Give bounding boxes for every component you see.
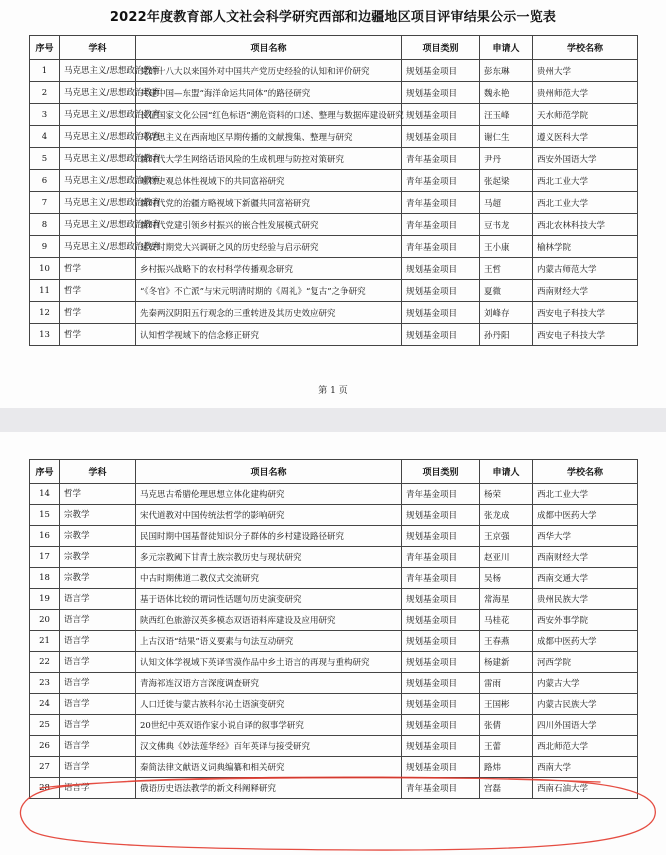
cell-school: 西安电子科技大学 [533,324,638,346]
cell-subject: 宗教学 [60,547,136,568]
cell-subject: 哲学 [60,324,136,346]
cell-category: 青年基金项目 [402,236,480,258]
cell-school: 成都中医药大学 [533,631,638,652]
cell-project-title: 延安时期党大兴调研之风的历史经验与启示研究 [136,236,402,258]
cell-index: 15 [30,505,60,526]
cell-project-title: 先秦两汉阴阳五行观念的三重转进及其历史效应研究 [136,302,402,324]
table-row [30,236,638,258]
cell-applicant: 常海星 [480,589,533,610]
cell-subject: 宗教学 [60,526,136,547]
cell-index: 22 [30,652,60,673]
cell-school: 西北工业大学 [533,192,638,214]
cell-subject: 语言学 [60,673,136,694]
cell-applicant: 尹丹 [480,148,533,170]
cell-school: 西北师范大学 [533,736,638,757]
cell-subject: 马克思主义/思想政治教育 [60,214,136,236]
document-title: 2022年度教育部人文社会科学研究西部和边疆地区项目评审结果公示一览表 [109,10,557,25]
table-row [30,258,638,280]
cell-category: 规划基金项目 [402,104,480,126]
cell-school: 西安外事学院 [533,610,638,631]
cell-index: 5 [30,148,60,170]
table-row [30,148,638,170]
cell-category: 规划基金项目 [402,652,480,673]
cell-school: 西安电子科技大学 [533,302,638,324]
cell-category: 青年基金项目 [402,170,480,192]
cell-applicant: 王小康 [480,236,533,258]
header-school: 学校名称 [533,36,638,60]
cell-category: 规划基金项目 [402,324,480,346]
header-category: 项目类别 [402,460,480,484]
table-row [30,104,638,126]
results-table-page-2 [29,459,638,799]
table-row [30,302,638,324]
cell-category: 规划基金项目 [402,526,480,547]
cell-applicant: 张倩 [480,715,533,736]
cell-subject: 马克思主义/思想政治教育 [60,82,136,104]
cell-project-title: 上古汉语“结果”语义要素与句法互动研究 [136,631,402,652]
table-header-row [30,36,638,60]
header-subject: 学科 [60,460,136,484]
header-applicant: 申请人 [480,36,533,60]
cell-school: 天水师范学院 [533,104,638,126]
cell-applicant: 王蕾 [480,736,533,757]
cell-school: 西南交通大学 [533,568,638,589]
cell-project-title: 党的十八大以来国外对中国共产党历史经验的认知和评价研究 [136,60,402,82]
cell-applicant: 彭东琳 [480,60,533,82]
cell-school: 榆林学院 [533,236,638,258]
cell-category: 规划基金项目 [402,280,480,302]
cell-index: 14 [30,484,60,505]
table-row [30,757,638,778]
cell-project-title: 马克思古希腊伦理思想立体化建构研究 [136,484,402,505]
cell-project-title: 宋代道教对中国传统法哲学的影响研究 [136,505,402,526]
table-row [30,126,638,148]
cell-subject: 马克思主义/思想政治教育 [60,60,136,82]
table-row [30,652,638,673]
cell-applicant: 马超 [480,192,533,214]
cell-index: 28 [30,778,60,799]
cell-subject: 语言学 [60,736,136,757]
cell-subject: 马克思主义/思想政治教育 [60,104,136,126]
cell-school: 贵州师范大学 [533,82,638,104]
header-index: 序号 [30,460,60,484]
cell-applicant: 马桂花 [480,610,533,631]
cell-index: 6 [30,170,60,192]
cell-project-title: 唯物史观总体性视域下的共同富裕研究 [136,170,402,192]
cell-applicant: 杨建新 [480,652,533,673]
cell-applicant: 谢仁生 [480,126,533,148]
cell-applicant: 王哲 [480,258,533,280]
cell-project-title: 新时代大学生网络话语风险的生成机理与防控对策研究 [136,148,402,170]
table-row [30,778,638,799]
table-header-row [30,460,638,484]
cell-index: 11 [30,280,60,302]
cell-subject: 哲学 [60,280,136,302]
cell-applicant: 路炜 [480,757,533,778]
cell-category: 青年基金项目 [402,214,480,236]
cell-school: 成都中医药大学 [533,505,638,526]
cell-subject: 语言学 [60,652,136,673]
cell-subject: 哲学 [60,258,136,280]
cell-applicant: 张龙成 [480,505,533,526]
cell-project-title: 新时代党的治疆方略视域下新疆共同富裕研究 [136,192,402,214]
cell-index: 19 [30,589,60,610]
cell-category: 规划基金项目 [402,694,480,715]
cell-subject: 语言学 [60,778,136,799]
cell-applicant: 宫磊 [480,778,533,799]
table-row [30,631,638,652]
cell-category: 青年基金项目 [402,192,480,214]
cell-school: 贵州民族大学 [533,589,638,610]
cell-project-title: 俄语历史语法教学的新文科阐释研究 [136,778,402,799]
table-row [30,589,638,610]
cell-project-title: 20世纪中英双语作家小说自译的叙事学研究 [136,715,402,736]
cell-subject: 语言学 [60,715,136,736]
cell-project-title: “《冬官》不亡派”与宋元明清时期的《周礼》“复古”之争研究 [136,280,402,302]
cell-index: 3 [30,104,60,126]
cell-category: 规划基金项目 [402,736,480,757]
cell-index: 18 [30,568,60,589]
cell-project-title: 基于语体比较的谓词性话题句历史演变研究 [136,589,402,610]
cell-school: 西安外国语大学 [533,148,638,170]
cell-school: 西南大学 [533,757,638,778]
cell-index: 24 [30,694,60,715]
header-applicant: 申请人 [480,460,533,484]
cell-subject: 宗教学 [60,568,136,589]
cell-project-title: 青海祁连汉语方言深度调查研究 [136,673,402,694]
cell-index: 2 [30,82,60,104]
table-row [30,484,638,505]
cell-category: 规划基金项目 [402,258,480,280]
cell-category: 规划基金项目 [402,631,480,652]
cell-category: 规划基金项目 [402,757,480,778]
cell-project-title: 认知哲学视域下的信念修正研究 [136,324,402,346]
cell-index: 7 [30,192,60,214]
cell-subject: 语言学 [60,589,136,610]
cell-category: 规划基金项目 [402,302,480,324]
cell-applicant: 孙丹阳 [480,324,533,346]
cell-subject: 马克思主义/思想政治教育 [60,148,136,170]
table-row [30,526,638,547]
cell-category: 规划基金项目 [402,82,480,104]
cell-category: 规划基金项目 [402,589,480,610]
cell-applicant: 吴杨 [480,568,533,589]
cell-school: 内蒙古大学 [533,673,638,694]
cell-category: 青年基金项目 [402,568,480,589]
cell-project-title: 人口迁徙与蒙古族科尔沁土语演变研究 [136,694,402,715]
cell-index: 10 [30,258,60,280]
cell-category: 规划基金项目 [402,673,480,694]
cell-project-title: 多元宗教阈下甘青土族宗教历史与现状研究 [136,547,402,568]
cell-applicant: 汪玉峰 [480,104,533,126]
table-row [30,673,638,694]
cell-project-title: 陕西红色旅游汉英多模态双语语料库建设及应用研究 [136,610,402,631]
cell-project-title: 民国时期中国基督徒知识分子群体的乡村建设路径研究 [136,526,402,547]
cell-index: 8 [30,214,60,236]
table-row [30,324,638,346]
cell-index: 25 [30,715,60,736]
cell-applicant: 魏永艳 [480,82,533,104]
cell-index: 20 [30,610,60,631]
cell-project-title: 共建中国—东盟“海洋命运共同体”的路径研究 [136,82,402,104]
table-row [30,694,638,715]
cell-index: 1 [30,60,60,82]
cell-category: 青年基金项目 [402,547,480,568]
cell-applicant: 赵亚川 [480,547,533,568]
cell-project-title: 汉文佛典《妙法莲华经》百年英译与接受研究 [136,736,402,757]
cell-index: 16 [30,526,60,547]
results-table-page-1 [29,35,638,346]
header-category: 项目类别 [402,36,480,60]
cell-category: 青年基金项目 [402,484,480,505]
cell-school: 西南财经大学 [533,280,638,302]
cell-applicant: 刘峰存 [480,302,533,324]
header-project-title: 项目名称 [136,460,402,484]
cell-index: 27 [30,757,60,778]
cell-subject: 语言学 [60,631,136,652]
cell-project-title: 认知文体学视域下英译雪漠作品中乡土语言的再现与重构研究 [136,652,402,673]
table-row [30,610,638,631]
cell-school: 贵州大学 [533,60,638,82]
cell-school: 西南石油大学 [533,778,638,799]
cell-subject: 马克思主义/思想政治教育 [60,126,136,148]
cell-category: 规划基金项目 [402,610,480,631]
cell-project-title: 秦简法律文献语义词典编纂和相关研究 [136,757,402,778]
cell-index: 21 [30,631,60,652]
cell-subject: 马克思主义/思想政治教育 [60,236,136,258]
header-subject: 学科 [60,36,136,60]
cell-school: 遵义医科大学 [533,126,638,148]
cell-category: 规划基金项目 [402,126,480,148]
cell-subject: 哲学 [60,302,136,324]
cell-subject: 语言学 [60,757,136,778]
cell-index: 17 [30,547,60,568]
table-row [30,547,638,568]
cell-school: 内蒙古师范大学 [533,258,638,280]
cell-school: 内蒙古民族大学 [533,694,638,715]
cell-applicant: 雷雨 [480,673,533,694]
cell-school: 四川外国语大学 [533,715,638,736]
cell-subject: 语言学 [60,610,136,631]
cell-subject: 语言学 [60,694,136,715]
cell-category: 规划基金项目 [402,505,480,526]
table-row [30,736,638,757]
table-row [30,568,638,589]
cell-applicant: 王京强 [480,526,533,547]
table-row [30,192,638,214]
document-page-1 [0,0,666,408]
page-number: 第 1 页 [318,386,348,396]
table-row [30,280,638,302]
cell-school: 西北工业大学 [533,170,638,192]
cell-index: 9 [30,236,60,258]
cell-subject: 马克思主义/思想政治教育 [60,170,136,192]
cell-index: 23 [30,673,60,694]
cell-category: 规划基金项目 [402,60,480,82]
cell-school: 西北农林科技大学 [533,214,638,236]
cell-category: 规划基金项目 [402,715,480,736]
cell-project-title: 新时代党建引领乡村振兴的嵌合性发展模式研究 [136,214,402,236]
cell-applicant: 杨荣 [480,484,533,505]
table-row [30,715,638,736]
cell-index: 13 [30,324,60,346]
cell-project-title: 马克思主义在西南地区早期传播的文献搜集、整理与研究 [136,126,402,148]
cell-school: 西南财经大学 [533,547,638,568]
document-page-2 [0,432,666,855]
header-school: 学校名称 [533,460,638,484]
cell-subject: 哲学 [60,484,136,505]
cell-index: 4 [30,126,60,148]
cell-category: 青年基金项目 [402,778,480,799]
cell-index: 12 [30,302,60,324]
table-row [30,170,638,192]
cell-school: 西北工业大学 [533,484,638,505]
cell-subject: 宗教学 [60,505,136,526]
header-index: 序号 [30,36,60,60]
table-row [30,214,638,236]
cell-applicant: 张起梁 [480,170,533,192]
cell-applicant: 夏微 [480,280,533,302]
cell-index: 26 [30,736,60,757]
table-row [30,60,638,82]
cell-project-title: 长征国家文化公园“红色标语”溯危资料的口述、整理与数据库建设研究 [136,104,402,126]
cell-category: 青年基金项目 [402,148,480,170]
cell-applicant: 王春燕 [480,631,533,652]
cell-school: 西华大学 [533,526,638,547]
cell-project-title: 中古时期佛道二教仪式交流研究 [136,568,402,589]
table-row [30,505,638,526]
cell-project-title: 乡村振兴战略下的农村科学传播观念研究 [136,258,402,280]
cell-applicant: 王国彬 [480,694,533,715]
header-project-title: 项目名称 [136,36,402,60]
cell-school: 河西学院 [533,652,638,673]
table-row [30,82,638,104]
cell-applicant: 豆书龙 [480,214,533,236]
cell-subject: 马克思主义/思想政治教育 [60,192,136,214]
